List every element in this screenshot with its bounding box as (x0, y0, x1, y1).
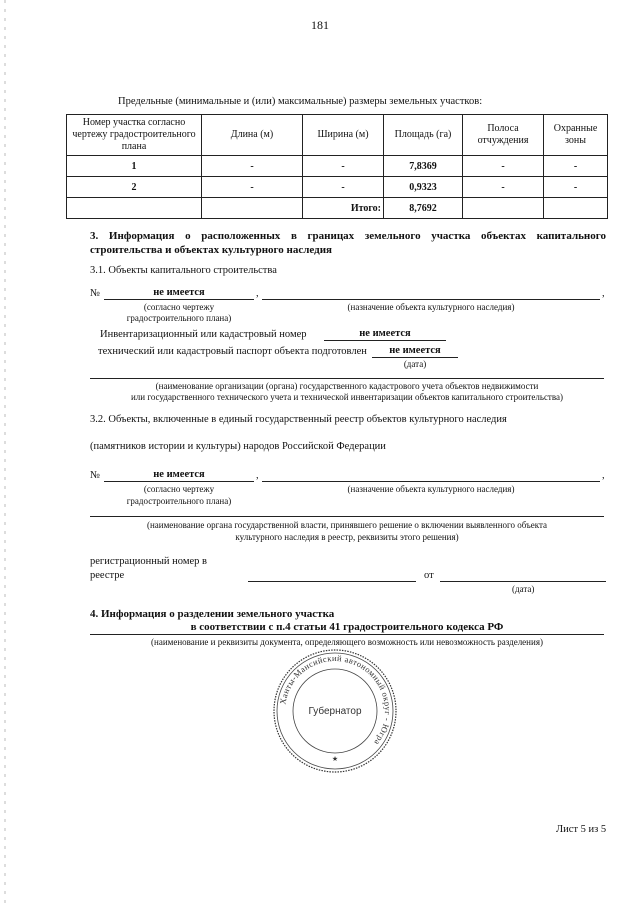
seal-ring-text: Ханты-Мансийский автономный округ - Югра (277, 652, 394, 748)
org-caption-1: (наименование организации (органа) государственного кадастрового учета объектов недвижимости (155, 381, 539, 391)
section4-title: 4. Информация о разделении земельного участка (90, 608, 335, 620)
sizes-table (66, 114, 608, 219)
number-label-2: № (90, 470, 101, 481)
number-value: не имеется (153, 287, 205, 298)
gov-caption-1: (наименование органа государственной власти, принявшего решение о включении выявленного объекта (146, 520, 548, 530)
cell-width: - (303, 156, 384, 177)
col-header-exclusion-strip: Полоса отчуждения (463, 115, 544, 156)
number-value-2: не имеется (153, 469, 205, 480)
cell-exclusion: - (463, 156, 544, 177)
date-caption-2: (дата) (512, 584, 535, 594)
inventory-label: Инвентаризационный или кадастровый номер (100, 329, 307, 340)
col-header-width: Ширина (м) (303, 115, 384, 156)
scan-edge (4, 0, 6, 905)
date-caption: (дата) (403, 359, 427, 369)
total-value: 8,7692 (384, 198, 463, 219)
cell-exclusion: - (463, 177, 544, 198)
inventory-value: не имеется (359, 328, 411, 339)
total-label: Итого: (303, 198, 384, 219)
passport-value: не имеется (389, 345, 441, 356)
caption-plan: (согласно чертежу (143, 302, 215, 312)
cell-protected: - (544, 156, 608, 177)
caption-purpose: (назначение объекта культурного наследия) (347, 302, 515, 312)
section3-title: 3. Информация о расположенных в границах земельного участка объектах капитального строительства и объектах культурного наследия (90, 230, 606, 256)
sizes-heading: Предельные (минимальные и (или) максимальные) размеры земельных участков: (118, 96, 483, 107)
caption-plan-b-2: градостроительного плана) (126, 496, 232, 506)
col-header-protected-zones: Охранные зоны (544, 115, 608, 156)
table-total-row (67, 198, 608, 219)
table-row (67, 177, 608, 198)
cell-width: - (303, 177, 384, 198)
seal-star-icon: ★ (331, 755, 339, 763)
section4-caption: (наименование и реквизиты документа, определяющего возможность или невозможность разделения) (151, 637, 543, 647)
section31-title: 3.1. Объекты капитального строительства (90, 265, 277, 276)
caption-plan-2: градостроительного плана) (126, 313, 232, 323)
col-header-area: Площадь (га) (384, 115, 463, 156)
col-header-length: Длина (м) (202, 115, 303, 156)
from-label: от (424, 570, 434, 581)
section32-title: 3.2. Объекты, включенные в единый государственный реестр объектов культурного наследия (90, 414, 507, 425)
cell-length: - (202, 156, 303, 177)
cell-length: - (202, 177, 303, 198)
cell-area: 0,9323 (384, 177, 463, 198)
cell-area: 7,8369 (384, 156, 463, 177)
page-number: 181 (311, 18, 329, 32)
reg-label-1: регистрационный номер в (90, 556, 207, 567)
seal-graphic (272, 648, 398, 774)
section4-value: в соответствии с п.4 статьи 41 градостроительного кодекса РФ (190, 621, 504, 633)
sheet-footer: Лист 5 из 5 (556, 824, 607, 835)
governor-seal (272, 648, 398, 774)
caption-plan-b: (согласно чертежу (143, 484, 215, 494)
col-header-plot-number: Номер участка согласно чертежу градостроительного плана (67, 115, 202, 156)
reg-label-2: реестре (90, 570, 125, 581)
cell-plot-number: 1 (67, 156, 202, 177)
caption-purpose-b: (назначение объекта культурного наследия) (347, 484, 515, 494)
passport-label: технический или кадастровый паспорт объекта подготовлен (98, 346, 367, 357)
cell-plot-number: 2 (67, 177, 202, 198)
number-label: № (90, 288, 101, 299)
gov-caption-2: культурного наследия в реестр, реквизиты этого решения) (235, 532, 459, 542)
section32-subtitle: (памятников истории и культуры) народов Российской Федерации (90, 441, 386, 452)
table-row (67, 156, 608, 177)
seal-center-text: Губернатор (308, 706, 362, 717)
cell-protected: - (544, 177, 608, 198)
org-caption-2: или государственного технического учета и технической инвентаризации объектов капитального строительства) (130, 392, 563, 402)
